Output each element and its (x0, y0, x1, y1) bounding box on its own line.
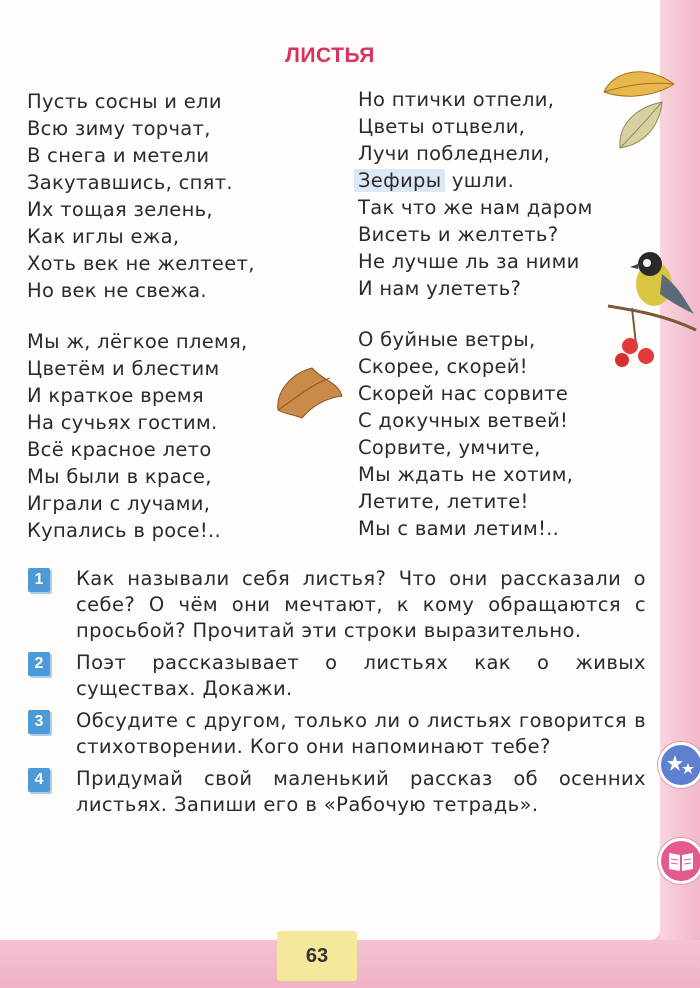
question-number-badge: 2 (28, 652, 50, 676)
question-number-badge: 3 (28, 710, 50, 734)
poem-line: Закутавшись, спят. (27, 171, 233, 194)
poem-line: Цветём и блестим (27, 357, 220, 380)
poem-line: Мы ж, лёгкое племя, (27, 330, 248, 353)
poem-line: Всю зиму торчат, (27, 117, 211, 140)
question-text: Поэт рассказывает о листьях как о живых существах. Докажи. (76, 651, 646, 700)
stanza-2 (358, 86, 593, 302)
poem-line: И нам улететь? (358, 277, 522, 300)
yellow-leaf-illustration (600, 62, 678, 102)
poem-line: С докучных ветвей! (358, 409, 569, 432)
poem-line: Как иглы ежа, (27, 225, 180, 248)
question-4 (26, 766, 646, 818)
poem-line: На сучьях гостим. (27, 411, 218, 434)
stanza-1 (27, 88, 255, 304)
poem-line: Висеть и желтеть? (358, 223, 559, 246)
poem-line: Цветы отцвели, (358, 115, 526, 138)
question-3 (26, 708, 646, 760)
poem-line (358, 167, 593, 194)
poem-line: О буйные ветры, (358, 328, 536, 351)
poem-line: Но век не свежа. (27, 279, 207, 302)
highlighted-word: Зефиры (354, 169, 445, 192)
poem-line: Их тощая зелень, (27, 198, 213, 221)
question-1 (26, 566, 646, 644)
poem-line: Так что же нам даром (358, 196, 593, 219)
poem-line-rest: ушли. (445, 169, 515, 192)
question-number-badge: 1 (28, 568, 50, 592)
poem-line: Скорее, скорей! (358, 355, 528, 378)
poem-line: Мы ждать не хотим, (358, 463, 574, 486)
poem-line: Скорей нас сорвите (358, 382, 569, 405)
poem-line: В снега и метели (27, 144, 210, 167)
questions-list (26, 566, 646, 824)
poem-line: Хоть век не желтеет, (27, 252, 255, 275)
poem-title: ЛИСТЬЯ (285, 44, 375, 67)
poem-line: Не лучше ль за ними (358, 250, 580, 273)
poem-line: Играли с лучами, (27, 492, 211, 515)
page-number: 63 (277, 931, 357, 981)
stars-icon (658, 742, 700, 788)
question-text: Как называли себя листья? Что они рассказали о себе? О чём они мечтают, к кому обращаются с просьбой? Прочитай эти строки выразительно. (76, 567, 646, 642)
bird-on-branch-illustration (602, 244, 698, 374)
poem-line: Сорвите, умчите, (358, 436, 541, 459)
pale-leaf-illustration (612, 98, 670, 154)
poem-line: Мы были в красе, (27, 465, 212, 488)
poem-line: Мы с вами летим!.. (358, 517, 560, 540)
poem-line: Лучи побледнели, (358, 142, 551, 165)
question-2 (26, 650, 646, 702)
poem-line: Купались в росе!.. (27, 519, 221, 542)
poem-line: Всё красное лето (27, 438, 212, 461)
stanza-3 (27, 328, 248, 544)
poem-line: Летите, летите! (358, 490, 529, 513)
poem-line: Пусть сосны и ели (27, 90, 222, 113)
book-icon (658, 838, 700, 884)
stanza-4 (358, 326, 573, 542)
question-text: Обсудите с другом, только ли о листьях говорится в стихотворении. Кого они напоминают тебе? (76, 709, 646, 758)
brown-leaf-illustration (272, 362, 346, 424)
question-number-badge: 4 (28, 768, 50, 792)
question-text: Придумай свой маленький рассказ об осенних листьях. Запиши его в «Рабочую тетрадь». (76, 767, 646, 816)
poem-line: И краткое время (27, 384, 204, 407)
poem-line: Но птички отпели, (358, 88, 555, 111)
